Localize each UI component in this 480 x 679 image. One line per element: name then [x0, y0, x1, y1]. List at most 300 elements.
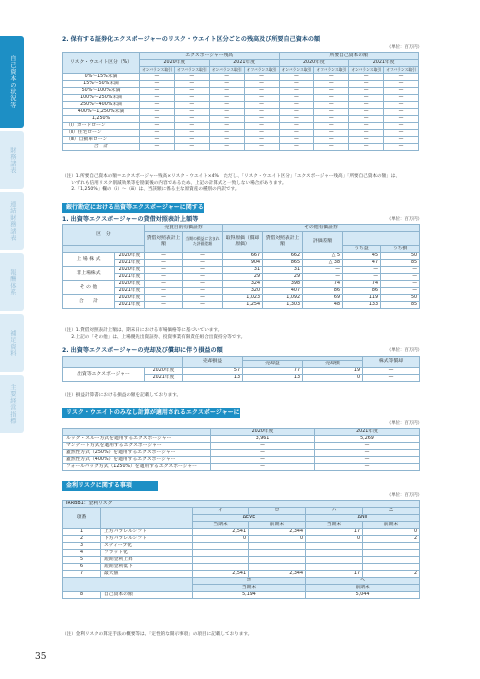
- t5-label: 短期金利低下: [101, 564, 193, 571]
- t2-cell: 48: [303, 302, 343, 309]
- t1-h3: オンバランス取引: [209, 67, 244, 74]
- t1-cell: —: [244, 88, 279, 95]
- side-tab-3: [0, 253, 24, 311]
- t5-no: 7: [63, 571, 101, 578]
- t2-cell: —: [183, 274, 223, 281]
- t2-h: 取得原価（償却原価）: [223, 232, 263, 253]
- t1-h2: 2021年度: [209, 60, 279, 67]
- t3-cell: —: [363, 368, 420, 375]
- t2-cell: 667: [223, 253, 263, 260]
- table-row: [63, 130, 419, 137]
- t1-cell: —: [209, 109, 244, 116]
- side-tab-label: 主要経営指標: [8, 383, 16, 425]
- table-row: [63, 571, 420, 578]
- t5-h3: 当期末: [306, 522, 363, 529]
- t1-label-header: リスク・ウエイト区分（%）: [63, 53, 140, 74]
- t1-cell: —: [384, 109, 419, 116]
- t3-year: 2020年度: [145, 368, 183, 375]
- t1-label: （ⅲ）自動車ローン: [63, 137, 140, 144]
- t5-cell: 17: [306, 571, 363, 578]
- t2-cell: —: [145, 274, 183, 281]
- table-row: [63, 88, 419, 95]
- t1-cell: —: [314, 123, 349, 130]
- t1-label: 250%～400%未満: [63, 102, 140, 109]
- t5-cell: [249, 550, 306, 557]
- t1-cell: —: [244, 102, 279, 109]
- t5-h1: ニ: [363, 508, 420, 515]
- t1-cell: —: [140, 137, 175, 144]
- t1-cell: —: [384, 95, 419, 102]
- t1-cell: —: [174, 109, 209, 116]
- t5-cell: 0: [193, 536, 249, 543]
- t1-cell: —: [174, 130, 209, 137]
- securitization-table: [62, 52, 419, 151]
- t1-h3: オフバランス取引: [244, 67, 279, 74]
- t1-cell: —: [209, 95, 244, 102]
- note-line: （注）金利リスクの算定手法の概要等は、「定性的な開示事項」の項目に記載しております。: [62, 632, 253, 637]
- t2-cell: —: [303, 274, 343, 281]
- t1-cell: —: [279, 74, 314, 81]
- t5-cell: [363, 564, 420, 571]
- t1-cell: —: [279, 109, 314, 116]
- section-bar-interest-rate: 金利リスクに関する事項: [62, 481, 158, 491]
- t5-label: フラット化: [101, 550, 193, 557]
- table-row: [63, 457, 420, 464]
- t1-cell: —: [209, 144, 244, 151]
- s3-unit: （単位：百万円）: [386, 348, 422, 353]
- side-tab-label: 自己資本の状況等: [8, 55, 16, 109]
- t2-cell: 86: [343, 288, 381, 295]
- side-tab-label: 補足資料: [8, 329, 16, 357]
- t5-h3: 前期末: [249, 522, 306, 529]
- t2-h: 当期の損益に含まれた評価差額: [183, 232, 223, 253]
- side-tab-5: [0, 375, 24, 433]
- t1-cell: —: [140, 144, 175, 151]
- side-tab-label: 報酬体系: [8, 268, 16, 296]
- t1-cell: —: [349, 88, 384, 95]
- t5-cell: [306, 550, 363, 557]
- t2-cell: 320: [223, 288, 263, 295]
- t5-label: 上方パラレルシフト: [101, 529, 193, 536]
- t2-cell: —: [381, 274, 420, 281]
- t2-cell: 1,092: [263, 295, 303, 302]
- t5-cell: [363, 543, 420, 550]
- t1-cell: —: [314, 81, 349, 88]
- t4-label: フォールバック方式（1250%）を適用するエクスポージャー: [63, 464, 211, 471]
- t2-cell: 29: [263, 274, 303, 281]
- t1-cell: —: [314, 130, 349, 137]
- t5-h1: ロ: [249, 508, 306, 515]
- t1-cell: —: [174, 88, 209, 95]
- t2-year: 2021年度: [115, 260, 145, 267]
- t1-cell: —: [279, 123, 314, 130]
- t2-cell: —: [343, 267, 381, 274]
- s1-unit: （単位：百万円）: [386, 45, 422, 50]
- t1-cell: —: [384, 130, 419, 137]
- t4-cell: —: [315, 450, 420, 457]
- t5-label: スティープ化: [101, 543, 193, 550]
- t3-cell: 57: [183, 368, 243, 375]
- t2-category: そ の 他: [63, 281, 115, 295]
- t1-cell: —: [209, 116, 244, 123]
- t1-h1-1: 所要自己資本の額: [279, 53, 419, 60]
- side-tab-0: [0, 36, 24, 128]
- table-row: [63, 443, 420, 450]
- table-row: [63, 109, 419, 116]
- s2-notes: [62, 328, 245, 341]
- t4-cell: —: [211, 457, 315, 464]
- t5-cell: [249, 543, 306, 550]
- irrbb-table: [62, 500, 420, 599]
- table-row: [63, 102, 419, 109]
- t1-cell: —: [209, 88, 244, 95]
- t5-h4: ヘ: [306, 578, 420, 585]
- table-row: [63, 267, 420, 274]
- t2-cell: —: [145, 253, 183, 260]
- table-row: [63, 564, 420, 571]
- t1-h1-0: エクスポージャー残高: [140, 53, 280, 60]
- t3-cell: 0: [303, 375, 363, 382]
- t4-h: 2020年度: [211, 429, 315, 436]
- table-row: [63, 464, 420, 471]
- table-row: [63, 529, 420, 536]
- table-row: [63, 536, 420, 543]
- t1-cell: —: [349, 137, 384, 144]
- t2-cell: —: [183, 267, 223, 274]
- note-line: （注）損益計算書における損益の額を記載しております。: [62, 393, 182, 398]
- t1-cell: —: [140, 74, 175, 81]
- t1-h2: 2020年度: [140, 60, 210, 67]
- t2-cell: 31: [263, 267, 303, 274]
- t1-cell: —: [140, 116, 175, 123]
- s4-unit: （単位：百万円）: [386, 421, 422, 426]
- t2-cell: —: [381, 288, 420, 295]
- t2-cell: 407: [263, 288, 303, 295]
- t5-no: 2: [63, 536, 101, 543]
- t1-cell: —: [140, 109, 175, 116]
- table-row: [63, 74, 419, 81]
- t1-cell: —: [314, 116, 349, 123]
- s3-title: 2. 出資等エクスポージャーの売却及び償却に伴う損益の額: [62, 347, 223, 354]
- t2-cell: 74: [303, 281, 343, 288]
- t3-year: 2021年度: [145, 375, 183, 382]
- t3-cell: —: [363, 375, 420, 382]
- t1-cell: —: [244, 123, 279, 130]
- t2-cell: 69: [303, 295, 343, 302]
- t2-category: 非上場株式: [63, 267, 115, 281]
- t2-cell: 85: [381, 302, 420, 309]
- t4-h: 2021年度: [315, 429, 420, 436]
- t1-cell: —: [349, 95, 384, 102]
- table-row: [63, 281, 420, 288]
- t1-cell: —: [384, 116, 419, 123]
- t1-cell: —: [279, 137, 314, 144]
- t2-cell: —: [183, 253, 223, 260]
- t5-cell: [306, 557, 363, 564]
- t1-label: 0%～15%未満: [63, 74, 140, 81]
- t2-year: 2021年度: [115, 288, 145, 295]
- t5-label: 最大値: [101, 571, 193, 578]
- t5-label: 自己資本の額: [101, 592, 193, 599]
- t1-label: 100%～250%未満: [63, 95, 140, 102]
- t2-cell: 119: [343, 295, 381, 302]
- t2-cell: —: [183, 288, 223, 295]
- equity-table: [62, 224, 420, 309]
- t1-cell: —: [174, 102, 209, 109]
- t1-label: 400%～1,250%未満: [63, 109, 140, 116]
- t4-cell: 5,269: [315, 436, 420, 443]
- table-row: [63, 81, 419, 88]
- t5-label: 下方パラレルシフト: [101, 536, 193, 543]
- t2-category: 上 場 株 式: [63, 253, 115, 267]
- t1-cell: —: [349, 144, 384, 151]
- t4-label: 蓋然性方式（250%）を適用するエクスポージャー: [63, 450, 211, 457]
- t5-cell: [249, 557, 306, 564]
- t5-h4: ホ: [193, 578, 306, 585]
- t1-cell: —: [349, 109, 384, 116]
- t2-cell: △ 38: [303, 260, 343, 267]
- t4-cell: —: [315, 457, 420, 464]
- t1-cell: —: [384, 81, 419, 88]
- t1-h3: オフバランス取引: [314, 67, 349, 74]
- t5-h2: ΔEVE: [193, 515, 306, 522]
- t5-cell: [193, 564, 249, 571]
- t3-cell: 77: [243, 368, 303, 375]
- t2-cell: —: [145, 302, 183, 309]
- t3-h: 売却益: [243, 361, 303, 368]
- t2-cell: —: [145, 260, 183, 267]
- t1-cell: —: [140, 81, 175, 88]
- irrbb-title: IRRBB1：金利リスク: [63, 501, 420, 508]
- t2-g1: 売買目的有価証券: [145, 225, 223, 232]
- t2-cell: 1,303: [263, 302, 303, 309]
- t1-cell: —: [244, 130, 279, 137]
- t2-cell: 1,254: [223, 302, 263, 309]
- t5-label: 短期金利上昇: [101, 557, 193, 564]
- table-row: [63, 144, 419, 151]
- t2-cell: —: [183, 295, 223, 302]
- table-row: [63, 274, 420, 281]
- t2-category: 合 計: [63, 295, 115, 309]
- t1-cell: —: [209, 81, 244, 88]
- t2-year: 2021年度: [115, 274, 145, 281]
- s1-title: 2. 保有する証券化エクスポージャーのリスク・ウエイト区分ごとの残高及び所要自己資本の額: [62, 36, 321, 43]
- t3-row-label: 出資等エクスポージャー: [63, 368, 145, 382]
- t1-cell: —: [314, 95, 349, 102]
- t1-cell: —: [174, 144, 209, 151]
- t1-h3: オンバランス取引: [279, 67, 314, 74]
- t5-item-header: 項番: [63, 508, 101, 529]
- note-line: 2.「1,250%」欄の（ⅰ）～（ⅲ）は、当該額に係る主な原資産の種別の内訳です。: [62, 187, 240, 193]
- table-row: [63, 557, 420, 564]
- t1-label: （ⅱ）住宅ローン: [63, 130, 140, 137]
- t1-cell: —: [140, 88, 175, 95]
- t4-label: 蓋然性方式（400%）を適用するエクスポージャー: [63, 457, 211, 464]
- t1-cell: —: [174, 95, 209, 102]
- side-tab-2: [0, 192, 24, 250]
- t1-cell: —: [384, 123, 419, 130]
- t3-h: 売却損益: [183, 357, 243, 368]
- t1-cell: —: [349, 123, 384, 130]
- t2-year: 2020年度: [115, 295, 145, 302]
- t1-cell: —: [244, 144, 279, 151]
- t1-cell: —: [140, 123, 175, 130]
- t5-h1: ハ: [306, 508, 363, 515]
- t4-cell: —: [211, 443, 315, 450]
- t4-label: マンデート方式を適用するエクスポージャー: [63, 443, 211, 450]
- t2-cell: —: [381, 267, 420, 274]
- t5-cell: 2,541: [193, 529, 249, 536]
- t3-h: 売却損: [303, 361, 363, 368]
- t2-cell: 662: [263, 253, 303, 260]
- t1-cell: —: [349, 130, 384, 137]
- t2-cell: △ 5: [303, 253, 343, 260]
- t1-cell: —: [244, 116, 279, 123]
- t5-cell: 5,194: [193, 592, 306, 599]
- t1-cell: —: [314, 144, 349, 151]
- t2-cell: —: [145, 267, 183, 274]
- t1-h3: オンバランス取引: [349, 67, 384, 74]
- t2-cell: 86: [303, 288, 343, 295]
- t5-no: 1: [63, 529, 101, 536]
- t1-cell: —: [279, 95, 314, 102]
- t1-cell: —: [279, 81, 314, 88]
- t5-no: 4: [63, 550, 101, 557]
- t5-cell: [306, 564, 363, 571]
- t1-cell: —: [174, 137, 209, 144]
- t1-cell: —: [314, 102, 349, 109]
- t1-label: 1,250%: [63, 116, 140, 123]
- t5-cell: 0: [306, 536, 363, 543]
- t1-h3: オフバランス取引: [174, 67, 209, 74]
- side-tab-1: [0, 131, 24, 189]
- table-row: [63, 253, 420, 260]
- side-tab-4: [0, 314, 24, 372]
- t5-cell: 2,344: [249, 571, 306, 578]
- t1-cell: —: [384, 74, 419, 81]
- t4-cell: —: [211, 464, 315, 471]
- t1-cell: —: [349, 81, 384, 88]
- t1-cell: —: [314, 74, 349, 81]
- t2-cell: 133: [343, 302, 381, 309]
- t2-g2: その他有価証券: [223, 225, 420, 232]
- s2-unit: （単位：百万円）: [386, 217, 422, 222]
- section-bar-equity: 銀行勘定における出資等エクスポージャーに関する事項: [62, 203, 204, 213]
- risk-weight-table: [62, 428, 420, 471]
- table-row: [63, 123, 419, 130]
- t1-h2: 2020年度: [279, 60, 349, 67]
- t2-cell: 45: [343, 253, 381, 260]
- t3-h: 株式等償却: [363, 357, 420, 368]
- t2-cell: —: [381, 281, 420, 288]
- t2-year: 2020年度: [115, 281, 145, 288]
- t4-cell: 3,961: [211, 436, 315, 443]
- t2-cell: —: [145, 281, 183, 288]
- t1-h2: 2021年度: [349, 60, 419, 67]
- s3-notes: [62, 393, 181, 400]
- t2-cell: 47: [343, 260, 381, 267]
- t2-cell: 398: [263, 281, 303, 288]
- t1-cell: —: [349, 102, 384, 109]
- t5-cell: 0: [249, 536, 306, 543]
- t3-cell: 13: [243, 375, 303, 382]
- t2-h: 評価差額: [303, 232, 343, 253]
- t1-cell: —: [244, 109, 279, 116]
- t5-h5: 当期末: [193, 585, 306, 592]
- t5-cell: [193, 543, 249, 550]
- section-bar-risk-weight: リスク・ウエイトのみなし計算が適用されるエクスポージャーに関する事項: [62, 408, 240, 418]
- t1-cell: —: [140, 102, 175, 109]
- t5-cell: [363, 550, 420, 557]
- t5-h2: ΔNII: [306, 515, 420, 522]
- t1-cell: —: [279, 116, 314, 123]
- t5-no: 8: [63, 592, 101, 599]
- t1-cell: —: [174, 81, 209, 88]
- t5-h3: 当期末: [193, 522, 249, 529]
- t2-h: うち損: [381, 246, 420, 253]
- t5-cell: 2: [363, 571, 420, 578]
- t2-cell: —: [183, 302, 223, 309]
- t1-cell: —: [244, 74, 279, 81]
- note-line: いずれも信用リスク削減効果等を勘案後の内容であるため、上記の計算式と一致しない場合があります。: [62, 180, 287, 186]
- t1-cell: —: [279, 130, 314, 137]
- t1-cell: —: [279, 88, 314, 95]
- t2-cell: 31: [223, 267, 263, 274]
- table-row: [63, 450, 420, 457]
- t5-h1: イ: [193, 508, 249, 515]
- t2-cell: 1,023: [223, 295, 263, 302]
- t5-cell: [193, 550, 249, 557]
- s2-title: 1. 出資等エクスポージャーの貸借対照表計上額等: [62, 216, 199, 223]
- t5-cell: 17: [306, 529, 363, 536]
- t2-cell: —: [145, 295, 183, 302]
- side-tab-label: 連結財務諸表: [8, 200, 16, 242]
- t1-label: 15%～50%未満: [63, 81, 140, 88]
- s1-notes: [62, 174, 400, 194]
- t5-no: 3: [63, 543, 101, 550]
- t2-cell: —: [303, 267, 343, 274]
- t1-cell: —: [140, 130, 175, 137]
- t1-cell: —: [209, 102, 244, 109]
- t1-cell: —: [314, 137, 349, 144]
- t4-cell: —: [211, 450, 315, 457]
- note-line: （注）1.所要自己資本の額＝エクスポージャー残高×リスク・ウエイト×4% ただし、「リスク・ウエイト区分」「エクスポージャー残高」「所要自己資本の額」は、: [62, 174, 400, 179]
- t2-div-header: 区 分: [63, 225, 145, 246]
- t2-year: 2020年度: [115, 253, 145, 260]
- t5-no: 5: [63, 557, 101, 564]
- t1-label: 合 計: [63, 144, 140, 151]
- t1-cell: —: [279, 144, 314, 151]
- table-row: [63, 295, 420, 302]
- t1-cell: —: [209, 137, 244, 144]
- sale-gain-table: [62, 356, 420, 382]
- table-row: [63, 116, 419, 123]
- t2-h: 貸借対照表計上額: [263, 232, 303, 253]
- t1-cell: —: [174, 74, 209, 81]
- t1-cell: —: [349, 74, 384, 81]
- table-row: [63, 95, 419, 102]
- t2-cell: 50: [381, 253, 420, 260]
- s5-notes: [62, 632, 252, 639]
- t1-label: （ⅰ）カードローン: [63, 123, 140, 130]
- t2-cell: 324: [223, 281, 263, 288]
- t1-cell: —: [314, 88, 349, 95]
- t2-cell: 904: [223, 260, 263, 267]
- t5-cell: [363, 557, 420, 564]
- t2-cell: 865: [263, 260, 303, 267]
- table-row: [63, 550, 420, 557]
- t2-cell: 50: [381, 295, 420, 302]
